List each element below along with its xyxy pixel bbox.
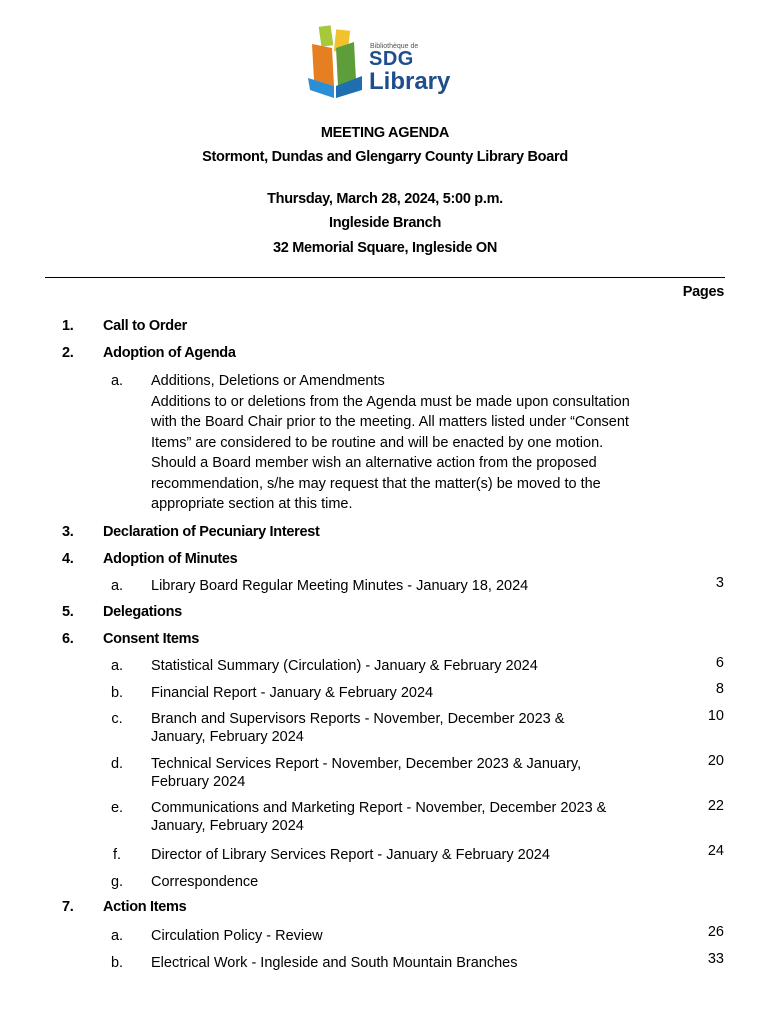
page-number: 3 (715, 575, 724, 591)
subitem-letter: a. (110, 373, 124, 389)
subitem-title: Circulation Policy - Review (151, 928, 323, 944)
page-number: 8 (715, 681, 724, 697)
subitem-title: Library Board Regular Meeting Minutes - January 18, 2024 (151, 578, 529, 594)
subitem-letter: g. (110, 874, 124, 890)
subitem-letter: b. (110, 955, 124, 971)
subitem-title-continued: January, February 2024 (151, 818, 304, 834)
meeting-address: 32 Memorial Square, Ingleside ON (272, 240, 498, 256)
subitem-title: Financial Report - January & February 2024 (151, 685, 434, 701)
subitem-title: Statistical Summary (Circulation) - January & February 2024 (151, 658, 538, 674)
item-title: Consent Items (103, 631, 200, 647)
item-number: 2. (62, 345, 74, 361)
agenda-title: MEETING AGENDA (320, 125, 450, 141)
header-divider (45, 277, 725, 278)
subitem-description: Additions to or deletions from the Agenda must be made upon consultation with the Board Chair prior to the meeting. All matters listed under “Consent Items” are considered to be routine and will be enacted by one motion. Should a Board member wish an alternative action from the proposed recommendation, s/he may request that the matter(s) be moved to the appropriate section at this time. (151, 393, 630, 512)
subitem-letter: e. (110, 800, 124, 816)
subitem-title-continued: January, February 2024 (151, 729, 304, 745)
page-number: 20 (707, 753, 724, 769)
item-number: 6. (62, 631, 74, 647)
meeting-location: Ingleside Branch (328, 215, 442, 231)
item-number: 1. (62, 318, 74, 334)
subitem-letter: a. (110, 658, 124, 674)
item-number: 4. (62, 551, 74, 567)
sdg-library-logo (306, 24, 456, 104)
subitem-letter: a. (110, 578, 124, 594)
item-title: Adoption of Agenda (103, 345, 236, 361)
pages-column-header: Pages (682, 284, 724, 300)
subitem-letter: a. (110, 928, 124, 944)
item-title: Declaration of Pecuniary Interest (103, 524, 320, 540)
subitem-letter: b. (110, 685, 124, 701)
subitem-title-continued: February 2024 (151, 774, 246, 790)
page-number: 24 (707, 843, 724, 859)
subitem-title: Director of Library Services Report - January & February 2024 (151, 847, 550, 863)
subitem-title: Technical Services Report - November, December 2023 & January, (151, 756, 582, 772)
subitem-letter: d. (110, 756, 124, 772)
page-number: 22 (707, 798, 724, 814)
logo-subtitle: Bibliothèque de (370, 43, 419, 50)
item-title: Adoption of Minutes (103, 551, 238, 567)
logo-library: Library (369, 68, 451, 95)
page-number: 10 (707, 708, 724, 724)
subitem-title: Additions, Deletions or Amendments (151, 373, 385, 389)
page-number: 6 (715, 655, 724, 671)
open-book-logo-icon (306, 24, 370, 104)
subitem-letter: f. (112, 847, 122, 863)
meeting-datetime: Thursday, March 28, 2024, 5:00 p.m. (267, 191, 503, 207)
logo-sdg: SDG (369, 48, 414, 70)
page-number: 26 (707, 924, 724, 940)
item-title: Action Items (103, 899, 187, 915)
item-title: Call to Order (103, 318, 187, 334)
board-name: Stormont, Dundas and Glengarry County Library Board (202, 149, 568, 165)
subitem-title: Branch and Supervisors Reports - November, December 2023 & (151, 711, 565, 727)
subitem-letter: c. (111, 711, 123, 727)
item-number: 3. (62, 524, 74, 540)
subitem-title: Electrical Work - Ingleside and South Mountain Branches (151, 955, 518, 971)
item-number: 5. (62, 604, 74, 620)
page-number: 33 (707, 951, 724, 967)
item-title: Delegations (103, 604, 182, 620)
subitem-title: Correspondence (151, 874, 259, 890)
subitem-title: Communications and Marketing Report - November, December 2023 & (151, 800, 607, 816)
item-number: 7. (62, 899, 74, 915)
